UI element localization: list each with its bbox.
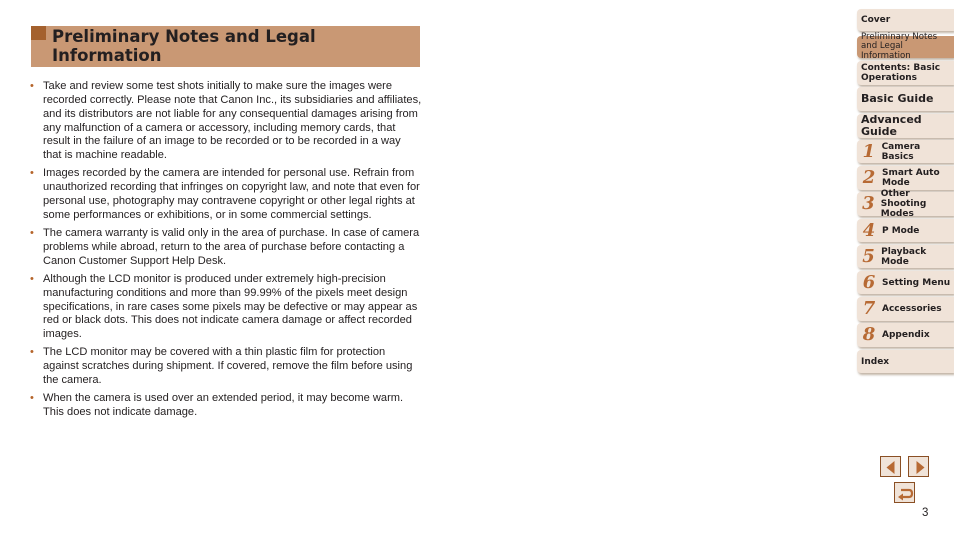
chapter-label: [880, 168, 940, 188]
bullet-icon: •: [30, 346, 34, 359]
page-title-line-2: Information: [52, 46, 162, 65]
chapter-label-line-2: Modes: [880, 209, 914, 219]
nav-contents-label-line-1: Contents: Basic: [861, 63, 941, 73]
nav-cover[interactable]: [857, 9, 954, 31]
title-marker: [31, 26, 46, 40]
chapter-number: 6: [862, 271, 876, 293]
bullet-icon: •: [30, 227, 34, 240]
list-item: [30, 273, 422, 342]
nav-chapter-setting-menu[interactable]: [857, 271, 954, 294]
page-title-banner: [31, 26, 420, 67]
nav-preliminary-label: [857, 33, 954, 62]
chapter-label: Accessories: [882, 304, 942, 314]
chapter-label: Camera Basics: [881, 141, 921, 162]
list-item: [30, 346, 422, 388]
nav-preliminary-label-line-2: and Legal Information: [861, 41, 911, 61]
note-text: Take and review some test shots initially to make sure the images were recorded correctly. Please note that Canon Inc., its subsidiaries and affiliates, and its distributors are not liable for any consequential damages arising from any malfunction of a camera or accessory, including memory cards, that result in the failure of an image to be recorded or to be recorded in a way that is machine readable.: [43, 80, 422, 162]
nav-basic-guide[interactable]: [857, 87, 954, 111]
nav-contents-label: [857, 63, 940, 83]
triangle-right-icon: [909, 457, 930, 478]
page-title-line-1: Preliminary Notes and Legal: [52, 27, 316, 46]
bullet-icon: •: [30, 167, 34, 180]
return-button[interactable]: [894, 482, 915, 503]
nav-chapter-p-mode[interactable]: [857, 219, 954, 242]
note-text: Although the LCD monitor is produced under extremely high-precision manufacturing conditions and more than 99.99% of the pixels meet design specifications, in rare cases some pixels may be defective or may appear as red or black dots. This does not indicate camera damage or affect recorded images.: [43, 272, 418, 341]
chapter-number: 5: [862, 245, 875, 267]
chapter-number: 7: [862, 298, 876, 319]
nav-preliminary-notes[interactable]: [857, 31, 954, 61]
chapter-number: 2: [862, 167, 876, 188]
chapter-number: 8: [862, 324, 876, 345]
note-text: The camera warranty is valid only in the area of purchase. In case of camera problems while abroad, return to the area of purchase before contacting a Canon Customer Support Help Desk.: [43, 227, 420, 267]
nav-cover-label: Cover: [861, 15, 891, 25]
nav-chapter-other-shooting-modes[interactable]: [857, 189, 954, 219]
triangle-left-icon: [881, 457, 902, 478]
chapter-number: 4: [862, 219, 876, 241]
chapter-number: 1: [862, 140, 876, 162]
note-text: Images recorded by the camera are intended for personal use. Refrain from unauthorized recording that infringes on copyright law, and note that even for personal use, photography may contravene copyright or other legal rights at some performances or exhibitions, or in some commercial settings.: [43, 167, 420, 221]
note-text: When the camera is used over an extended period, it may become warm. This does not indicate damage.: [43, 392, 404, 419]
nav-preliminary-label-line-1: Preliminary Notes: [861, 31, 938, 42]
chapter-label: Setting Menu: [882, 277, 951, 288]
notes-list: [30, 80, 422, 420]
nav-index[interactable]: [857, 350, 954, 373]
return-arrow-icon: [895, 483, 916, 504]
bullet-icon: •: [30, 80, 34, 92]
bullet-icon: •: [30, 272, 34, 285]
list-item: [30, 392, 422, 420]
nav-advanced-guide[interactable]: [857, 114, 954, 138]
nav-basic-guide-label: Basic Guide: [861, 92, 934, 105]
nav-chapter-playback-mode[interactable]: [857, 245, 954, 268]
chapter-label-line-1: Smart Auto: [882, 168, 940, 178]
nav-chapter-accessories[interactable]: [857, 297, 954, 321]
page-number: 3: [922, 507, 929, 519]
note-text: The LCD monitor may be covered with a thin plastic film for protection against scratches during shipment. If covered, remove the film before using the camera.: [43, 346, 413, 387]
nav-index-label: Index: [861, 356, 890, 367]
list-item: [30, 227, 422, 269]
previous-page-button[interactable]: [880, 456, 901, 477]
nav-chapter-smart-auto-mode[interactable]: [857, 166, 954, 190]
list-item: [30, 80, 422, 163]
page-title: [52, 27, 412, 65]
nav-chapter-appendix[interactable]: [857, 323, 954, 347]
nav-advanced-guide-label: Advanced Guide: [861, 113, 922, 138]
chapter-label-line-2: Mode: [882, 178, 910, 188]
chapter-label-line-1: Other Shooting: [880, 189, 927, 209]
bullet-icon: •: [30, 392, 34, 405]
list-item: [30, 167, 422, 222]
chapter-label: Appendix: [882, 330, 930, 340]
nav-contents-basic-operations[interactable]: [857, 61, 954, 85]
chapter-number: 3: [862, 193, 875, 214]
next-page-button[interactable]: [908, 456, 929, 477]
chapter-label: [879, 189, 954, 219]
chapter-label: P Mode: [882, 225, 920, 236]
chapter-label: Playback Mode: [881, 246, 927, 267]
nav-chapter-camera-basics[interactable]: [857, 140, 954, 163]
nav-contents-label-line-2: Operations: [861, 73, 918, 83]
